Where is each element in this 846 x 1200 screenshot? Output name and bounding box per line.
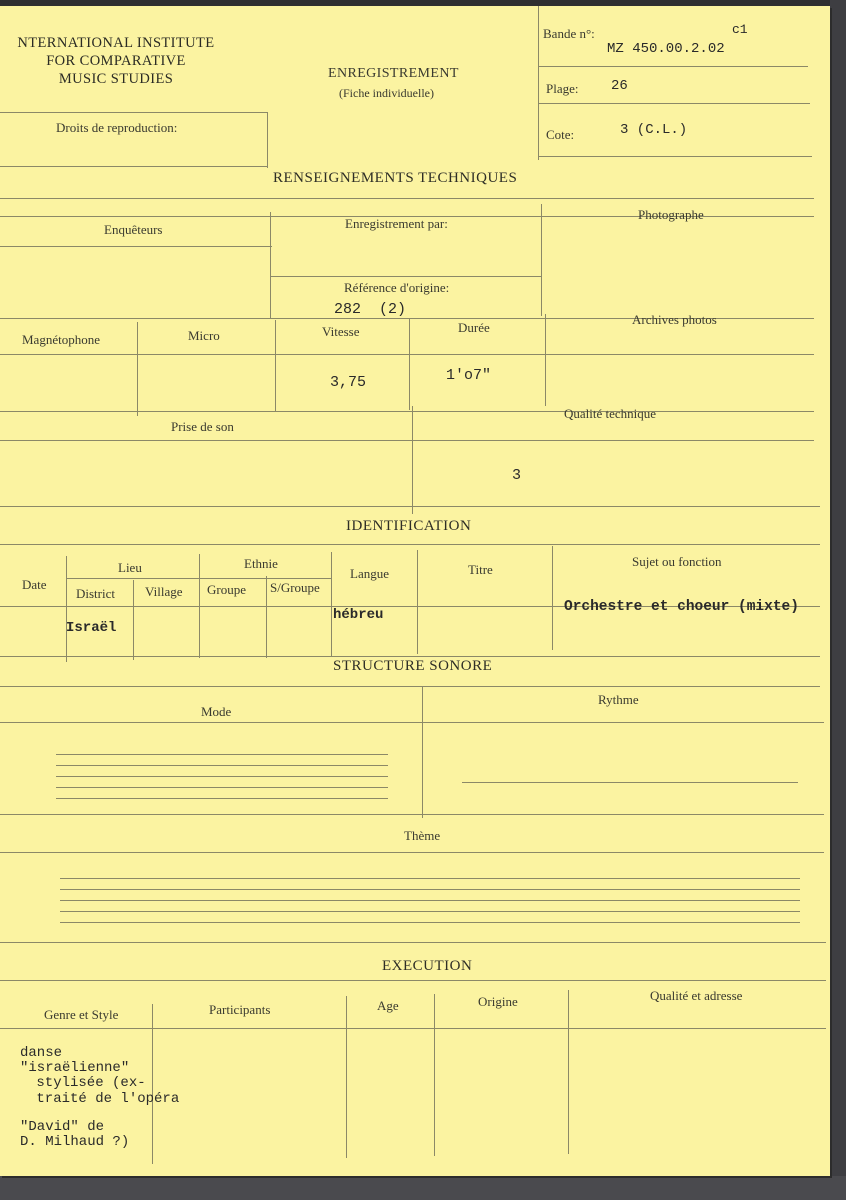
institute-name — [0, 34, 236, 88]
staff-line — [56, 798, 388, 799]
plage-value: 26 — [611, 78, 628, 94]
section-technical: RENSEIGNEMENTS TECHNIQUES — [273, 170, 518, 186]
rule — [462, 782, 798, 783]
rule — [66, 556, 67, 662]
qualite-value: 3 — [512, 467, 522, 484]
staff-line — [56, 754, 388, 755]
groupe-label: Groupe — [207, 582, 246, 597]
rule — [0, 656, 820, 657]
rule — [422, 686, 423, 818]
duree-value: 1'o7" — [446, 367, 492, 384]
rule — [0, 411, 814, 412]
rule — [552, 546, 553, 650]
duree-label: Durée — [458, 320, 490, 335]
rule — [133, 580, 134, 660]
rule — [0, 852, 824, 853]
qualite-adresse-label: Qualité et adresse — [650, 988, 743, 1003]
theme-label: Thème — [404, 828, 441, 843]
rule — [66, 578, 332, 579]
rule — [0, 354, 814, 355]
rule — [412, 406, 413, 514]
archives-label: Archives photos — [632, 312, 717, 327]
magnetophone-label: Magnétophone — [22, 332, 100, 347]
section-execution: EXECUTION — [382, 958, 473, 974]
rythme-label: Rythme — [598, 692, 639, 707]
rule — [0, 506, 820, 507]
rule — [0, 686, 820, 687]
plage-label: Plage: — [546, 81, 579, 96]
age-label: Age — [377, 998, 399, 1013]
sgroupe-label: S/Groupe — [270, 580, 320, 595]
institute-line-2: FOR COMPARATIVE — [46, 53, 186, 69]
staff-line — [56, 776, 388, 777]
village-label: Village — [145, 584, 183, 599]
rule — [331, 552, 332, 656]
rule — [0, 814, 824, 815]
photographe-label: Photographe — [638, 207, 704, 222]
cote-label: Cote: — [546, 127, 575, 142]
participants-label: Participants — [209, 1002, 271, 1017]
rule — [270, 212, 271, 318]
genre-label: Genre et Style — [44, 1007, 119, 1022]
institute-line-1: NTERNATIONAL INSTITUTE — [17, 35, 215, 51]
genre-line: danse — [20, 1045, 63, 1061]
section-identification: IDENTIFICATION — [346, 518, 472, 534]
titre-label: Titre — [468, 562, 493, 577]
scan-bottom-edge — [0, 1176, 846, 1200]
rule — [538, 66, 808, 67]
rule — [0, 198, 814, 199]
rule — [0, 722, 824, 723]
rule — [0, 942, 826, 943]
langue-label: Langue — [350, 566, 389, 581]
rule — [270, 276, 542, 277]
rule — [541, 204, 542, 316]
rule — [545, 314, 546, 406]
rule — [538, 6, 539, 160]
rule — [409, 318, 410, 410]
form-title: ENREGISTREMENT — [328, 66, 459, 81]
genre-line: "David" de — [20, 1119, 105, 1135]
rule — [568, 990, 569, 1154]
rule — [0, 166, 268, 167]
sujet-value: Orchestre et choeur (mixte) — [564, 599, 799, 615]
rule — [267, 112, 268, 168]
rule — [0, 1028, 826, 1029]
enregistrement-label: Enregistrement par: — [345, 216, 448, 231]
section-structure: STRUCTURE SONORE — [333, 658, 493, 674]
rule — [538, 156, 812, 157]
staff-line — [60, 911, 800, 912]
rule — [434, 994, 435, 1156]
rule — [538, 103, 810, 104]
origine-label: Origine — [478, 994, 518, 1009]
micro-label: Micro — [188, 328, 220, 343]
staff-line — [60, 900, 800, 901]
staff-line — [60, 878, 800, 879]
genre-line: D. Milhaud ?) — [20, 1134, 130, 1150]
genre-line: traité de l'opéra — [28, 1091, 180, 1107]
bande-label: Bande n°: — [543, 26, 595, 41]
rule — [0, 112, 268, 113]
vitesse-label: Vitesse — [322, 324, 360, 339]
rule — [137, 322, 138, 416]
vitesse-value: 3,75 — [330, 374, 367, 391]
staff-line — [60, 922, 800, 923]
lieu-label: Lieu — [118, 560, 142, 575]
district-label: District — [76, 586, 115, 601]
sujet-label: Sujet ou fonction — [632, 554, 722, 569]
scan-right-edge — [830, 0, 846, 1200]
rule — [0, 246, 272, 247]
district-value: Israël — [66, 620, 117, 636]
rule — [417, 550, 418, 654]
rule — [0, 440, 814, 441]
bande-mark: c1 — [732, 22, 748, 37]
rule — [266, 576, 267, 658]
staff-line — [60, 889, 800, 890]
form-subtitle: (Fiche individuelle) — [339, 86, 434, 100]
cote-value: 3 (C.L.) — [620, 122, 688, 138]
prise-label: Prise de son — [171, 419, 234, 434]
bande-value: MZ 450.00.2.02 — [607, 41, 725, 57]
langue-value: hébreu — [333, 607, 384, 623]
genre-line: "israëlienne" — [20, 1060, 130, 1076]
ethnie-label: Ethnie — [244, 556, 278, 571]
rule — [346, 996, 347, 1158]
enqueteurs-label: Enquêteurs — [104, 222, 163, 237]
mode-label: Mode — [201, 704, 232, 719]
qualite-label: Qualité technique — [564, 406, 657, 421]
rule — [0, 544, 820, 545]
institute-line-3: MUSIC STUDIES — [58, 71, 174, 87]
staff-line — [56, 787, 388, 788]
rule — [275, 320, 276, 412]
genre-line: stylisée (ex- — [28, 1075, 146, 1091]
reference-label: Référence d'origine: — [344, 280, 450, 295]
droits-label: Droits de reproduction: — [56, 120, 178, 135]
rule — [0, 980, 826, 981]
staff-line — [56, 765, 388, 766]
reference-value: 282 (2) — [334, 301, 407, 318]
date-label: Date — [22, 577, 47, 592]
index-card — [0, 6, 830, 1176]
